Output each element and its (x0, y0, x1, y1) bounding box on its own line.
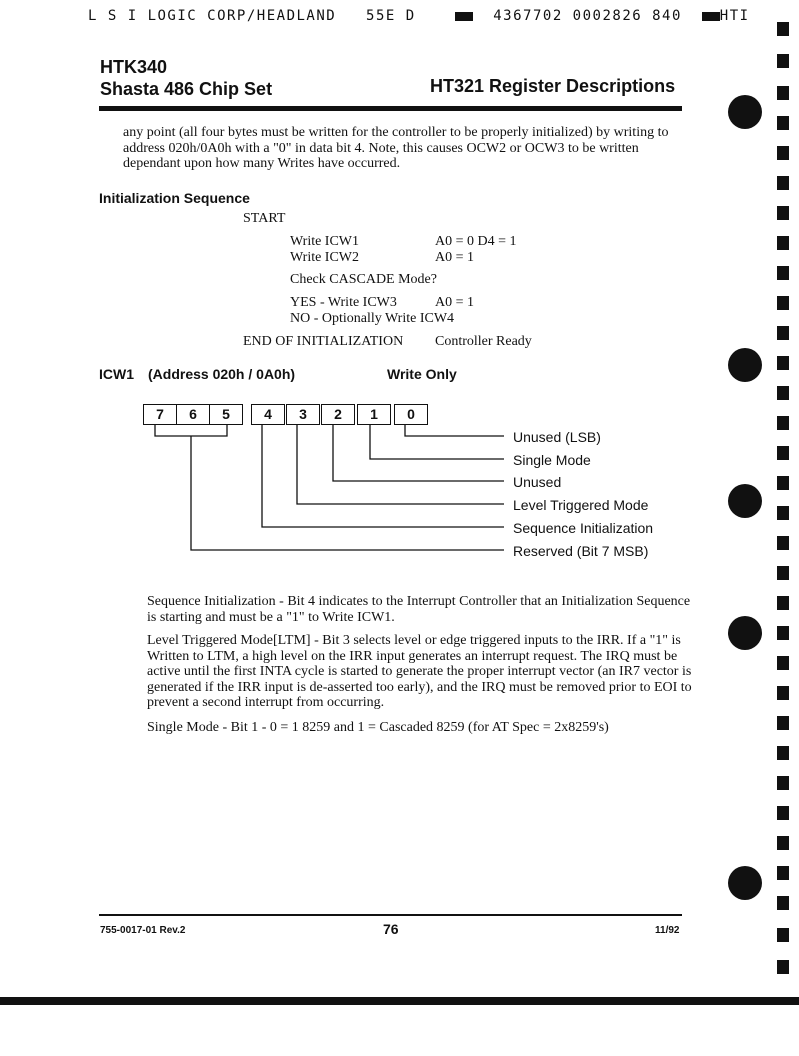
edge-mark-icon (777, 146, 789, 160)
edge-mark-icon (777, 54, 789, 68)
seq-write-icw2-cond: A0 = 1 (435, 250, 475, 265)
bit-cell-3: 3 (286, 404, 320, 425)
edge-mark-icon (777, 806, 789, 820)
bit-cell-0: 0 (394, 404, 428, 425)
field-label-bit7-5: Reserved (Bit 7 MSB) (513, 543, 649, 559)
bit-cell-5: 5 (209, 404, 243, 425)
footer-rule (99, 914, 682, 916)
edge-mark-icon (777, 928, 789, 942)
punch-hole-icon (728, 616, 762, 650)
edge-mark-icon (777, 746, 789, 760)
section-title: HT321 Register Descriptions (430, 76, 676, 96)
chipset-title: Shasta 486 Chip Set (100, 79, 273, 99)
intro-paragraph: any point (all four bytes must be written for the controller to be properly initialized) by writing to address 020h/0A0h with a "0" in data bit 4. Note, this causes OCW2 or OCW3 to be written dependant upon how many Writes have occurred. (123, 125, 669, 171)
bit-cell-4: 4 (251, 404, 285, 425)
edge-mark-icon (777, 236, 789, 250)
scan-header-number: 4367702 0002826 840 (493, 8, 682, 24)
seq-yes-line: YES - Write ICW3 (290, 295, 397, 310)
desc-single-mode: Single Mode - Bit 1 - 0 = 1 8259 and 1 = Cascaded 8259 (for AT Spec = 2x8259's) (147, 720, 609, 735)
desc-level-triggered-mode: Level Triggered Mode[LTM] - Bit 3 selects level or edge triggered inputs to the IRR. If a "1" is Written to LTM, a high level on the IRR input generates an interrupt request. The IRQ must be active until the first INTA cycle is started to generate the proper interrupt vector (an IR7 vector is generated if the IRR input is de-asserted too early), and the IRQ must be removed prior to EOI to prevent a second interrupt from occurring. (147, 633, 692, 710)
scan-header-suffix: HTI (719, 8, 750, 24)
seq-end-status: Controller Ready (435, 334, 532, 349)
edge-mark-icon (777, 86, 789, 100)
punch-hole-icon (728, 484, 762, 518)
edge-mark-icon (777, 22, 789, 36)
seq-write-icw1-cond: A0 = 0 D4 = 1 (435, 234, 517, 249)
footer-doc-number: 755-0017-01 Rev.2 (100, 925, 186, 936)
edge-mark-icon (777, 116, 789, 130)
edge-mark-icon (777, 866, 789, 880)
icw1-address: (Address 020h / 0A0h) (148, 366, 296, 382)
edge-mark-icon (777, 566, 789, 580)
field-label-bit3: Level Triggered Mode (513, 497, 649, 513)
edge-mark-icon (777, 686, 789, 700)
icw1-label: ICW1 (99, 366, 134, 382)
edge-mark-icon (777, 656, 789, 670)
edge-mark-icon (777, 206, 789, 220)
bit-cell-1: 1 (357, 404, 391, 425)
seq-check-cascade: Check CASCADE Mode? (290, 272, 437, 287)
bit-cell-2: 2 (321, 404, 355, 425)
edge-mark-icon (777, 176, 789, 190)
edge-mark-icon (777, 446, 789, 460)
scan-header-company: L S I LOGIC CORP/HEADLAND (88, 8, 337, 24)
edge-mark-icon (777, 476, 789, 490)
field-label-bit2: Unused (513, 474, 562, 490)
edge-mark-icon (777, 596, 789, 610)
scan-header-code: 55E D (366, 8, 416, 24)
seq-start: START (243, 211, 286, 226)
icw1-access-mode: Write Only (387, 366, 457, 382)
product-title: HTK340 (100, 57, 168, 77)
seq-write-icw2: Write ICW2 (290, 250, 360, 265)
desc-sequence-initialization: Sequence Initialization - Bit 4 indicates to the Interrupt Controller that an Initialization Sequence is starting and must be a "1" to Write ICW1. (147, 594, 691, 625)
edge-mark-icon (777, 716, 789, 730)
edge-mark-icon (777, 836, 789, 850)
edge-mark-icon (777, 356, 789, 370)
edge-mark-icon (777, 266, 789, 280)
footer-date: 11/92 (655, 925, 680, 936)
edge-mark-icon (777, 896, 789, 910)
field-label-bit0: Unused (LSB) (513, 429, 601, 445)
seq-yes-cond: A0 = 1 (435, 295, 475, 310)
bit-cell-6: 6 (176, 404, 210, 425)
field-label-bit1: Single Mode (513, 452, 591, 468)
edge-mark-icon (777, 776, 789, 790)
seq-write-icw1: Write ICW1 (290, 234, 360, 249)
scan-edge-bar (0, 997, 799, 1005)
edge-mark-icon (777, 296, 789, 310)
edge-mark-icon (777, 326, 789, 340)
edge-mark-icon (777, 536, 789, 550)
edge-mark-icon (777, 416, 789, 430)
punch-hole-icon (728, 866, 762, 900)
punch-hole-icon (728, 95, 762, 129)
punch-hole-icon (728, 348, 762, 382)
init-sequence-heading: Initialization Sequence (99, 190, 250, 206)
edge-mark-icon (777, 960, 789, 974)
edge-mark-icon (777, 506, 789, 520)
field-label-bit4: Sequence Initialization (513, 520, 654, 536)
seq-end: END OF INITIALIZATION (243, 334, 404, 349)
edge-mark-icon (777, 626, 789, 640)
footer-page-number: 76 (383, 921, 399, 937)
bit-cell-7: 7 (143, 404, 177, 425)
seq-no-line: NO - Optionally Write ICW4 (290, 311, 455, 326)
edge-mark-icon (777, 386, 789, 400)
